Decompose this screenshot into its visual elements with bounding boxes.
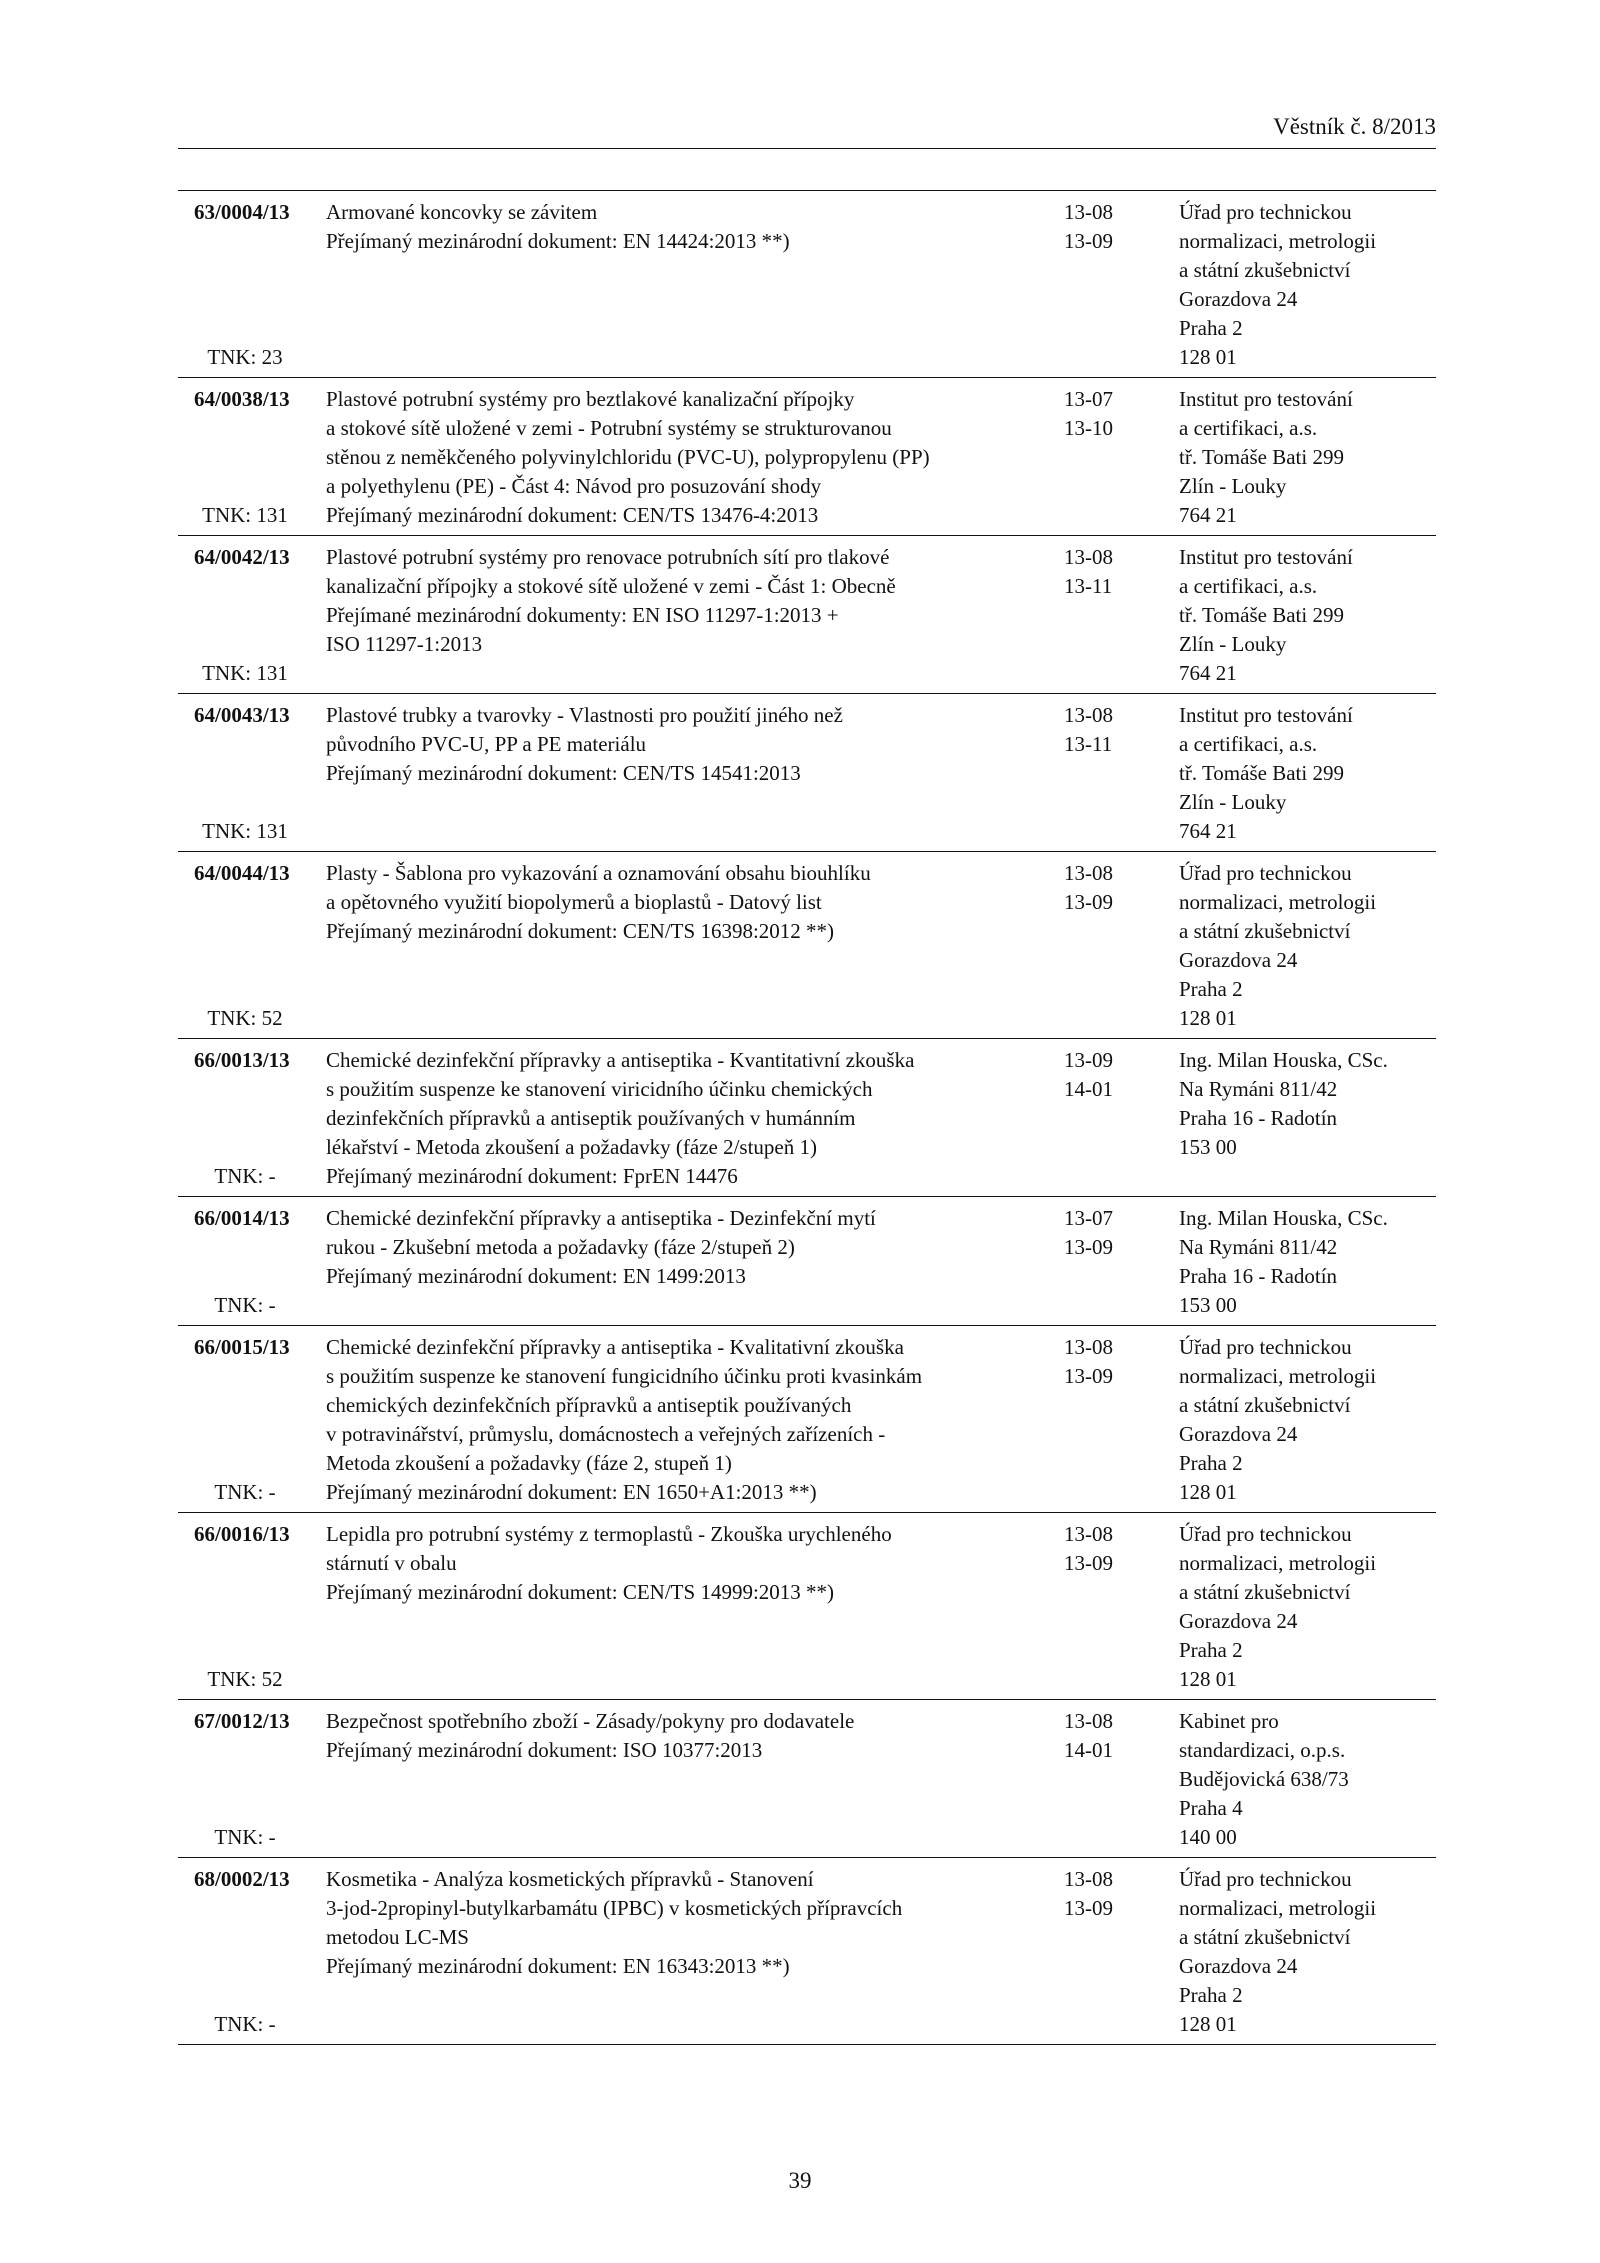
tnk-label: TNK: 52 xyxy=(207,1667,283,1691)
description-line: Přejímaný mezinárodní dokument: EN 1499:2013 xyxy=(326,1264,746,1288)
description-cell xyxy=(312,543,1052,688)
table-row xyxy=(178,1038,1436,1196)
address-line: Zlín - Louky xyxy=(1179,790,1287,814)
standard-number: 66/0013/13 xyxy=(194,1048,290,1072)
standard-number: 64/0038/13 xyxy=(194,387,290,411)
description-line: Kosmetika - Analýza kosmetických přípravků - Stanovení xyxy=(326,1867,814,1891)
address-line: 128 01 xyxy=(1179,1480,1237,1504)
description-cell xyxy=(312,198,1052,372)
date-value: 13-09 xyxy=(1064,1235,1113,1259)
tnk-label: TNK: - xyxy=(214,2012,276,2036)
processor-address-cell xyxy=(1171,1204,1436,1320)
processor-address-cell xyxy=(1171,385,1436,530)
standard-id-cell xyxy=(178,1707,312,1852)
standard-id-cell xyxy=(178,701,312,846)
address-line: Úřad pro technickou xyxy=(1179,1522,1352,1546)
tnk-label: TNK: 23 xyxy=(207,345,283,369)
address-line: 140 00 xyxy=(1179,1825,1237,1849)
dates-cell xyxy=(1052,543,1171,688)
description-line: Přejímaný mezinárodní dokument: ISO 10377:2013 xyxy=(326,1738,763,1762)
address-line: a státní zkušebnictví xyxy=(1179,919,1351,943)
standard-number: 63/0004/13 xyxy=(194,200,290,224)
tnk-label: TNK: - xyxy=(214,1480,276,1504)
description-line: Přejímaný mezinárodní dokument: CEN/TS 16398:2012 **) xyxy=(326,919,835,943)
description-line: Plastové potrubní systémy pro renovace potrubních sítí pro tlakové xyxy=(326,545,890,569)
address-line: normalizaci, metrologii xyxy=(1179,1551,1377,1575)
standard-number: 64/0044/13 xyxy=(194,861,290,885)
standard-id-cell xyxy=(178,1204,312,1320)
table-row xyxy=(178,1857,1436,2044)
address-line: Praha 2 xyxy=(1179,1451,1243,1475)
address-line: Ing. Milan Houska, CSc. xyxy=(1179,1048,1388,1072)
address-line: Ing. Milan Houska, CSc. xyxy=(1179,1206,1388,1230)
address-line: Gorazdova 24 xyxy=(1179,1422,1298,1446)
standard-id-cell xyxy=(178,859,312,1033)
standard-id-cell xyxy=(178,1865,312,2039)
date-value: 13-09 xyxy=(1064,890,1113,914)
date-value: 13-11 xyxy=(1064,574,1113,598)
address-line: standardizaci, o.p.s. xyxy=(1179,1738,1346,1762)
description-line: chemických dezinfekčních přípravků a antiseptik používaných xyxy=(326,1393,852,1417)
description-cell xyxy=(312,1204,1052,1320)
date-value: 14-01 xyxy=(1064,1738,1113,1762)
address-line: 128 01 xyxy=(1179,345,1237,369)
standard-number: 66/0014/13 xyxy=(194,1206,290,1230)
standard-id-cell xyxy=(178,543,312,688)
date-value: 13-08 xyxy=(1064,545,1113,569)
address-line: 153 00 xyxy=(1179,1293,1237,1317)
description-line: Přejímaný mezinárodní dokument: CEN/TS 13476-4:2013 xyxy=(326,503,819,527)
address-line: Úřad pro technickou xyxy=(1179,1335,1352,1359)
processor-address-cell xyxy=(1171,198,1436,372)
standard-number: 64/0043/13 xyxy=(194,703,290,727)
date-value: 13-08 xyxy=(1064,861,1113,885)
address-line: Gorazdova 24 xyxy=(1179,1609,1298,1633)
address-line: Praha 4 xyxy=(1179,1796,1243,1820)
table-row xyxy=(178,1512,1436,1699)
standard-number: 64/0042/13 xyxy=(194,545,290,569)
address-line: Praha 2 xyxy=(1179,977,1243,1001)
description-line: ISO 11297-1:2013 xyxy=(326,632,483,656)
address-line: 128 01 xyxy=(1179,2012,1237,2036)
processor-address-cell xyxy=(1171,1520,1436,1694)
journal-title: Věstník č. 8/2013 xyxy=(1273,114,1436,139)
standard-number: 68/0002/13 xyxy=(194,1867,290,1891)
processor-address-cell xyxy=(1171,1046,1436,1191)
description-line: stárnutí v obalu xyxy=(326,1551,457,1575)
address-line: Úřad pro technickou xyxy=(1179,861,1352,885)
date-value: 13-07 xyxy=(1064,387,1113,411)
address-line: a certifikaci, a.s. xyxy=(1179,574,1318,598)
dates-cell xyxy=(1052,859,1171,1033)
standard-number: 66/0016/13 xyxy=(194,1522,290,1546)
description-line: Přejímaný mezinárodní dokument: CEN/TS 14999:2013 **) xyxy=(326,1580,835,1604)
table-row xyxy=(178,693,1436,851)
description-line: metodou LC-MS xyxy=(326,1925,469,1949)
date-value: 13-09 xyxy=(1064,1364,1113,1388)
description-line: Lepidla pro potrubní systémy z termoplastů - Zkouška urychleného xyxy=(326,1522,892,1546)
description-line: a stokové sítě uložené v zemi - Potrubní systémy se strukturovanou xyxy=(326,416,892,440)
description-line: dezinfekčních přípravků a antiseptik používaných v humánním xyxy=(326,1106,856,1130)
processor-address-cell xyxy=(1171,1333,1436,1507)
description-line: Přejímaný mezinárodní dokument: FprEN 14476 xyxy=(326,1164,738,1188)
description-line: Přejímaný mezinárodní dokument: EN 14424:2013 **) xyxy=(326,229,790,253)
tnk-label: TNK: 131 xyxy=(202,503,288,527)
description-line: v potravinářství, průmyslu, domácnostech a veřejných zařízeních - xyxy=(326,1422,886,1446)
address-line: Úřad pro technickou xyxy=(1179,200,1352,224)
description-cell xyxy=(312,1865,1052,2039)
address-line: 128 01 xyxy=(1179,1006,1237,1030)
standard-id-cell xyxy=(178,385,312,530)
address-line: Gorazdova 24 xyxy=(1179,1954,1298,1978)
description-line: Armované koncovky se závitem xyxy=(326,200,598,224)
dates-cell xyxy=(1052,1333,1171,1507)
dates-cell xyxy=(1052,385,1171,530)
table-row xyxy=(178,1699,1436,1857)
date-value: 13-10 xyxy=(1064,416,1113,440)
description-line: s použitím suspenze ke stanovení fungicidního účinku proti kvasinkám xyxy=(326,1364,923,1388)
description-line: Plastové potrubní systémy pro beztlakové kanalizační přípojky xyxy=(326,387,855,411)
address-line: a certifikaci, a.s. xyxy=(1179,416,1318,440)
table-row xyxy=(178,1325,1436,1512)
standard-number: 67/0012/13 xyxy=(194,1709,290,1733)
date-value: 13-09 xyxy=(1064,1048,1113,1072)
description-line: 3-jod-2propinyl-butylkarbamátu (IPBC) v kosmetických přípravcích xyxy=(326,1896,903,1920)
address-line: Praha 16 - Radotín xyxy=(1179,1106,1338,1130)
tnk-label: TNK: 131 xyxy=(202,819,288,843)
address-line: 764 21 xyxy=(1179,661,1237,685)
address-line: Zlín - Louky xyxy=(1179,474,1287,498)
address-line: 764 21 xyxy=(1179,819,1237,843)
date-value: 14-01 xyxy=(1064,1077,1113,1101)
description-line: kanalizační přípojky a stokové sítě uložené v zemi - Část 1: Obecně xyxy=(326,574,896,598)
tnk-label: TNK: 131 xyxy=(202,661,288,685)
address-line: normalizaci, metrologii xyxy=(1179,1364,1377,1388)
address-line: a státní zkušebnictví xyxy=(1179,258,1351,282)
address-line: Praha 2 xyxy=(1179,316,1243,340)
description-line: Přejímaný mezinárodní dokument: CEN/TS 14541:2013 xyxy=(326,761,801,785)
date-value: 13-11 xyxy=(1064,732,1113,756)
description-line: lékařství - Metoda zkoušení a požadavky (fáze 2/stupeň 1) xyxy=(326,1135,817,1159)
date-value: 13-08 xyxy=(1064,703,1113,727)
standard-number: 66/0015/13 xyxy=(194,1335,290,1359)
description-cell xyxy=(312,1520,1052,1694)
description-line: Přejímané mezinárodní dokumenty: EN ISO 11297-1:2013 + xyxy=(326,603,839,627)
processor-address-cell xyxy=(1171,859,1436,1033)
dates-cell xyxy=(1052,198,1171,372)
address-line: 153 00 xyxy=(1179,1135,1237,1159)
address-line: Na Rymáni 811/42 xyxy=(1179,1077,1338,1101)
description-line: stěnou z neměkčeného polyvinylchloridu (PVC-U), polypropylenu (PP) xyxy=(326,445,930,469)
dates-cell xyxy=(1052,1204,1171,1320)
page-header xyxy=(178,112,1436,149)
address-line: Úřad pro technickou xyxy=(1179,1867,1352,1891)
dates-cell xyxy=(1052,1865,1171,2039)
processor-address-cell xyxy=(1171,543,1436,688)
address-line: tř. Tomáše Bati 299 xyxy=(1179,603,1344,627)
address-line: tř. Tomáše Bati 299 xyxy=(1179,761,1344,785)
standard-id-cell xyxy=(178,198,312,372)
table-row xyxy=(178,535,1436,693)
description-line: rukou - Zkušební metoda a požadavky (fáze 2/stupeň 2) xyxy=(326,1235,795,1259)
address-line: Praha 16 - Radotín xyxy=(1179,1264,1338,1288)
date-value: 13-08 xyxy=(1064,200,1113,224)
address-line: Na Rymáni 811/42 xyxy=(1179,1235,1338,1259)
page-number: 39 xyxy=(788,2168,812,2193)
address-line: Institut pro testování xyxy=(1179,545,1353,569)
address-line: normalizaci, metrologii xyxy=(1179,229,1377,253)
address-line: a státní zkušebnictví xyxy=(1179,1925,1351,1949)
address-line: a certifikaci, a.s. xyxy=(1179,732,1318,756)
description-line: s použitím suspenze ke stanovení viricidního účinku chemických xyxy=(326,1077,873,1101)
description-cell xyxy=(312,1707,1052,1852)
standards-table xyxy=(178,190,1436,2045)
table-row xyxy=(178,377,1436,535)
date-value: 13-08 xyxy=(1064,1867,1113,1891)
description-cell xyxy=(312,701,1052,846)
description-line: Bezpečnost spotřebního zboží - Zásady/pokyny pro dodavatele xyxy=(326,1709,855,1733)
processor-address-cell xyxy=(1171,1707,1436,1852)
description-line: původního PVC-U, PP a PE materiálu xyxy=(326,732,647,756)
date-value: 13-08 xyxy=(1064,1522,1113,1546)
description-line: Přejímaný mezinárodní dokument: EN 1650+A1:2013 **) xyxy=(326,1480,817,1504)
description-cell xyxy=(312,859,1052,1033)
description-cell xyxy=(312,1046,1052,1191)
dates-cell xyxy=(1052,1707,1171,1852)
table-row xyxy=(178,1196,1436,1325)
description-line: Chemické dezinfekční přípravky a antiseptika - Dezinfekční mytí xyxy=(326,1206,876,1230)
date-value: 13-08 xyxy=(1064,1709,1113,1733)
address-line: 764 21 xyxy=(1179,503,1237,527)
address-line: Kabinet pro xyxy=(1179,1709,1279,1733)
address-line: a státní zkušebnictví xyxy=(1179,1393,1351,1417)
standard-id-cell xyxy=(178,1046,312,1191)
tnk-label: TNK: - xyxy=(214,1825,276,1849)
standard-id-cell xyxy=(178,1333,312,1507)
address-line: tř. Tomáše Bati 299 xyxy=(1179,445,1344,469)
description-line: a opětovného využití biopolymerů a bioplastů - Datový list xyxy=(326,890,822,914)
description-line: Plastové trubky a tvarovky - Vlastnosti pro použití jiného než xyxy=(326,703,843,727)
description-cell xyxy=(312,385,1052,530)
processor-address-cell xyxy=(1171,1865,1436,2039)
dates-cell xyxy=(1052,1046,1171,1191)
address-line: Praha 2 xyxy=(1179,1638,1243,1662)
address-line: normalizaci, metrologii xyxy=(1179,1896,1377,1920)
tnk-label: TNK: - xyxy=(214,1293,276,1317)
tnk-label: TNK: 52 xyxy=(207,1006,283,1030)
processor-address-cell xyxy=(1171,701,1436,846)
date-value: 13-08 xyxy=(1064,1335,1113,1359)
address-line: Zlín - Louky xyxy=(1179,632,1287,656)
description-line: Chemické dezinfekční přípravky a antiseptika - Kvantitativní zkouška xyxy=(326,1048,915,1072)
description-line: Metoda zkoušení a požadavky (fáze 2, stupeň 1) xyxy=(326,1451,732,1475)
address-line: Gorazdova 24 xyxy=(1179,948,1298,972)
table-row xyxy=(178,191,1436,377)
dates-cell xyxy=(1052,1520,1171,1694)
description-cell xyxy=(312,1333,1052,1507)
date-value: 13-09 xyxy=(1064,229,1113,253)
tnk-label: TNK: - xyxy=(214,1164,276,1188)
address-line: Institut pro testování xyxy=(1179,387,1353,411)
address-line: Institut pro testování xyxy=(1179,703,1353,727)
standard-id-cell xyxy=(178,1520,312,1694)
address-line: Budějovická 638/73 xyxy=(1179,1767,1349,1791)
address-line: a státní zkušebnictví xyxy=(1179,1580,1351,1604)
description-line: Přejímaný mezinárodní dokument: EN 16343:2013 **) xyxy=(326,1954,790,1978)
dates-cell xyxy=(1052,701,1171,846)
description-line: a polyethylenu (PE) - Část 4: Návod pro posuzování shody xyxy=(326,474,822,498)
address-line: Praha 2 xyxy=(1179,1983,1243,2007)
date-value: 13-09 xyxy=(1064,1551,1113,1575)
table-row xyxy=(178,851,1436,1038)
address-line: Gorazdova 24 xyxy=(1179,287,1298,311)
description-line: Chemické dezinfekční přípravky a antiseptika - Kvalitativní zkouška xyxy=(326,1335,904,1359)
address-line: 128 01 xyxy=(1179,1667,1237,1691)
description-line: Plasty - Šablona pro vykazování a oznamování obsahu biouhlíku xyxy=(326,861,871,885)
date-value: 13-07 xyxy=(1064,1206,1113,1230)
address-line: normalizaci, metrologii xyxy=(1179,890,1377,914)
date-value: 13-09 xyxy=(1064,1896,1113,1920)
